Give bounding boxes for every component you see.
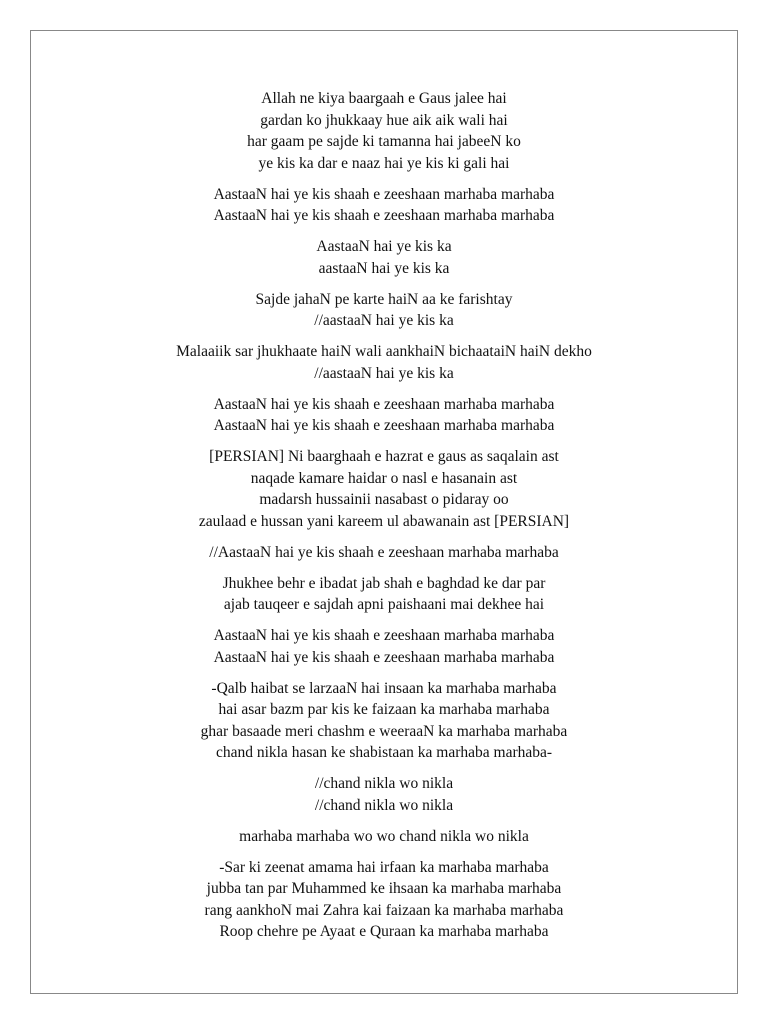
text-line: AastaaN hai ye kis shaah e zeeshaan marhaba marhaba [213,395,555,413]
stanza [31,88,737,174]
text-line: naqade kamare haidar o nasl e hasanain ast [250,469,518,487]
stanza [31,678,737,764]
text-line: //chand nikla wo nikla [314,775,454,792]
text-line: ghar basaade meri chashm e weeraaN ka marhaba marhaba [200,722,568,740]
text-line: AastaaN hai ye kis shaah e zeeshaan marhaba marhaba [213,185,555,203]
lyrics-text [31,88,737,952]
text-line: rang aankhoN mai Zahra kai faizaan ka marhaba marhaba [204,901,564,919]
text-line: ajab tauqeer e sajdah apni paishaani mai dekhee hai [223,596,545,613]
text-line: -Qalb haibat se larzaaN hai insaan ka marhaba marhaba [211,679,557,697]
stanza [31,446,737,532]
text-line: AastaaN hai ye kis shaah e zeeshaan marhaba marhaba [213,627,555,644]
text-line: ye kis ka dar e naaz hai ye kis ki gali hai [258,154,510,172]
text-line: jubba tan par Muhammed ke ihsaan ka marhaba marhaba [206,880,562,897]
text-line: Roop chehre pe Ayaat e Quraan ka marhaba marhaba [219,923,549,940]
text-line: gardan ko jhukkaay hue aik aik wali hai [260,111,508,129]
stanza [31,184,737,227]
text-line: hai asar bazm par kis ke faizaan ka marhaba marhaba [218,701,550,718]
text-line: aastaaN hai ye kis ka [318,259,450,277]
text-line: madarsh hussainii nasabast o pidaray oo [259,491,509,508]
text-line: Allah ne kiya baargaah e Gaus jalee hai [261,90,507,107]
text-line: AastaaN hai ye kis shaah e zeeshaan marhaba marhaba [213,648,555,666]
text-line: Sajde jahaN pe karte haiN aa ke farishtay [255,290,513,308]
text-line: marhaba marhaba wo wo chand nikla wo nikla [239,827,529,845]
stanza [31,857,737,943]
stanza [31,773,737,816]
text-line: AastaaN hai ye kis ka [316,238,452,255]
text-line: har gaam pe sajde ki tamanna hai jabeeN ko [247,133,521,150]
text-line: Malaaiik sar jhukhaate haiN wali aankhaiN bichaataiN haiN dekho [176,343,592,360]
text-line: //aastaaN hai ye kis ka [314,312,454,329]
text-line: chand nikla hasan ke shabistaan ka marhaba marhaba- [215,744,553,761]
text-line: //aastaaN hai ye kis ka [314,364,454,382]
stanza [31,341,737,384]
text-line: AastaaN hai ye kis shaah e zeeshaan marhaba marhaba [213,417,555,434]
stanza [31,236,737,279]
document-page [30,30,738,994]
text-line: -Sar ki zeenat amama hai irfaan ka marhaba marhaba [219,858,549,876]
stanza [31,625,737,668]
text-line: [PERSIAN] Ni baarghaah e hazrat e gaus as saqalain ast [209,448,559,465]
stanza [31,542,737,564]
stanza [31,394,737,437]
text-line: //AastaaN hai ye kis shaah e zeeshaan marhaba marhaba [209,543,559,561]
text-line: //chand nikla wo nikla [314,796,454,814]
text-line: AastaaN hai ye kis shaah e zeeshaan marhaba marhaba [213,207,555,224]
text-line: zaulaad e hussan yani kareem ul abawanain ast [PERSIAN] [198,512,570,530]
stanza [31,826,737,848]
text-line: Jhukhee behr e ibadat jab shah e baghdad ke dar par [222,574,546,592]
stanza [31,573,737,616]
stanza [31,289,737,332]
